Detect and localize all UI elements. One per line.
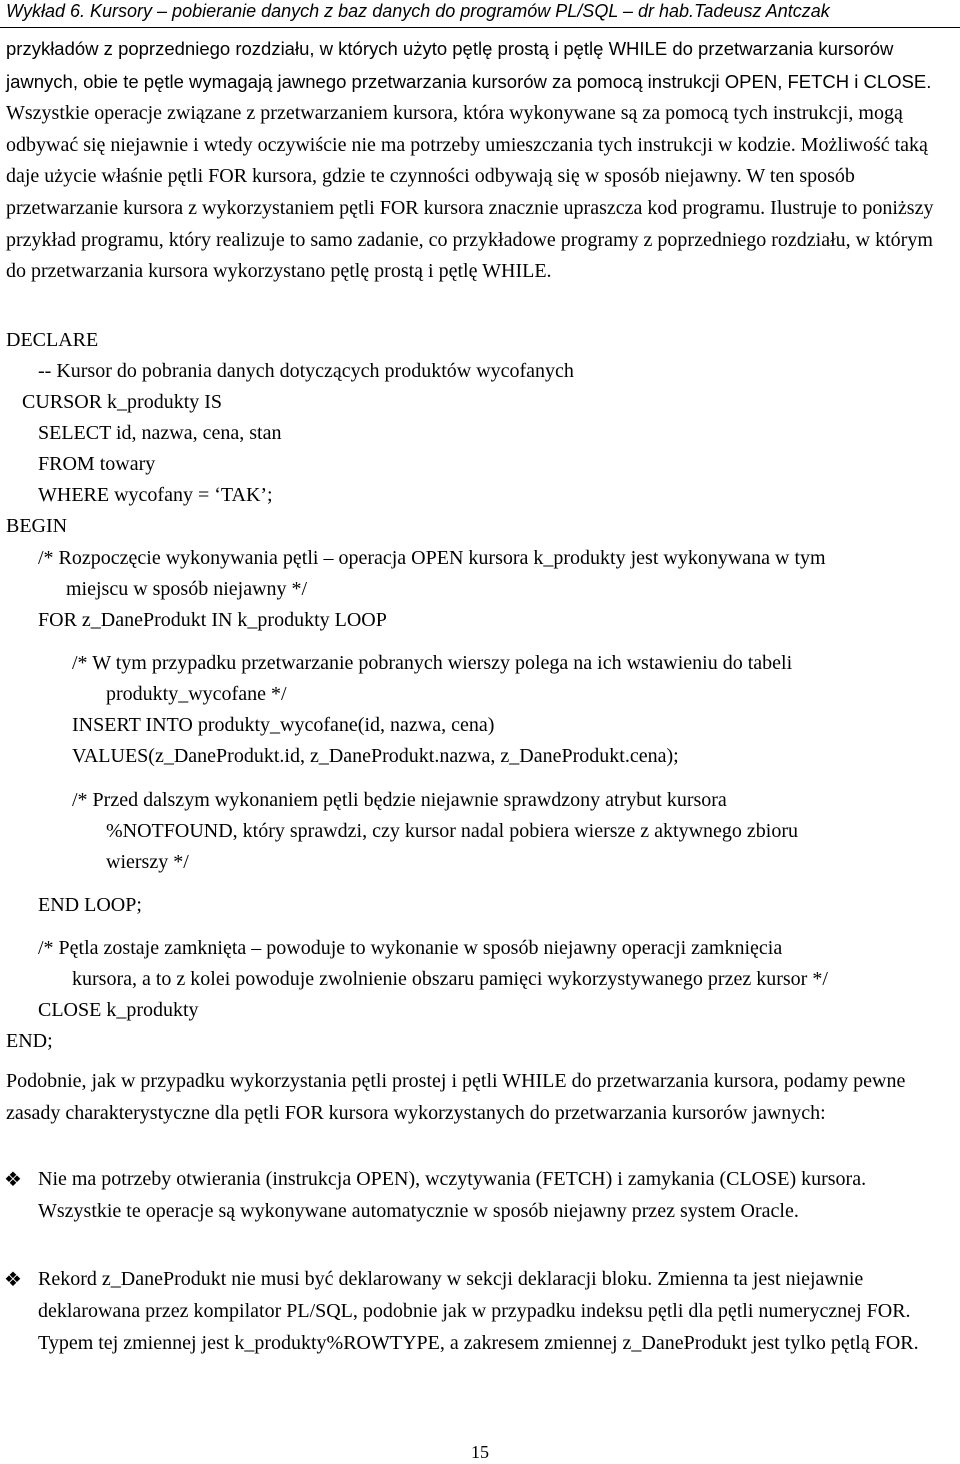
page-number: 15 — [471, 1442, 489, 1462]
code-line: END LOOP; — [38, 894, 142, 916]
code-line: INSERT INTO produkty_wycofane(id, nazwa, cena) — [72, 714, 495, 736]
code-line: produkty_wycofane */ — [106, 683, 287, 705]
intro-text-1: przykładów z poprzedniego rozdziału, w których użyto pętlę prostą i pętlę WHILE do przetwarzania kursorów jawnych, obie te pętle wymagają jawnego przetwarzania kursorów za pomocą instrukcji OPEN, FETCH i CLOSE. — [6, 38, 932, 92]
code-line: wierszy */ — [106, 851, 189, 873]
diamond-bullet-icon: ❖ — [4, 1167, 22, 1191]
code-line: WHERE wycofany = ‘TAK’; — [38, 484, 273, 506]
code-line: VALUES(z_DaneProdukt.id, z_DaneProdukt.nazwa, z_DaneProdukt.cena); — [72, 745, 679, 767]
code-line: SELECT id, nazwa, cena, stan — [38, 422, 282, 444]
code-line: kursora, a to z kolei powoduje zwolnienie obszaru pamięci wykorzystywanego przez kursor */ — [72, 968, 828, 990]
code-line: DECLARE — [6, 329, 99, 351]
code-line: CLOSE k_produkty — [38, 999, 199, 1021]
bullet-item: Nie ma potrzeby otwierania (instrukcja OPEN), wczytywania (FETCH) i zamykania (CLOSE) kursora. Wszystkie te operacje są wykonywane automatycznie w sposób niejawny przez system Oracle. — [38, 1168, 867, 1222]
outro-paragraph: Podobnie, jak w przypadku wykorzystania pętli prostej i pętli WHILE do przetwarzania kursora, podamy pewne zasady charakterystyczne dla pętli FOR kursora wykorzystanych do przetwarzania kursorów jawnych: — [6, 1070, 906, 1124]
code-line: /* Pętla zostaje zamknięta – powoduje to wykonanie w sposób niejawny operacji zamknięcia — [38, 937, 783, 959]
code-line: /* W tym przypadku przetwarzanie pobranych wierszy polega na ich wstawieniu do tabeli — [72, 652, 793, 674]
intro-paragraph — [6, 33, 954, 288]
code-line: miejscu w sposób niejawny */ — [66, 578, 308, 600]
intro-text-3: Możliwość taką daje użycie właśnie pętli FOR kursora, gdzie te czynności odbywają się w sposób niejawny. — [6, 133, 928, 188]
code-line: -- Kursor do pobrania danych dotyczących produktów wycofanych — [38, 360, 574, 382]
intro-text-5: Ilustruje to poniższy przykład programu, który realizuje to samo zadanie, co przykładowe programy z poprzedniego rozdziału, w którym do przetwarzania kursora wykorzystano pętlę prostą i pętlę WHILE. — [6, 196, 934, 283]
diamond-bullet-icon: ❖ — [4, 1267, 22, 1291]
code-line: BEGIN — [6, 515, 68, 537]
code-line: FOR z_DaneProdukt IN k_produkty LOOP — [38, 609, 387, 631]
code-line: END; — [6, 1030, 53, 1052]
code-line: %NOTFOUND, który sprawdzi, czy kursor nadal pobiera wiersze z aktywnego zbioru — [106, 820, 799, 842]
header-divider — [0, 27, 960, 28]
intro-text-4: W ten sposób przetwarzanie kursora z wykorzystaniem pętli FOR kursora znacznie upraszcza kod programu. — [6, 165, 855, 219]
intro-text-2: Wszystkie operacje związane z przetwarzaniem kursora, która wykonywane są za pomocą tych instrukcji, mogą odbywać się niejawnie i wtedy oczywiście nie ma potrzeby umieszczania tych instrukcji w kodzie. — [6, 102, 903, 156]
code-line: /* Rozpoczęcie wykonywania pętli – operacja OPEN kursora k_produkty jest wykonywana w tym — [38, 547, 826, 569]
bullet-item: Rekord z_DaneProdukt nie musi być deklarowany w sekcji deklaracji bloku. Zmienna ta jest niejawnie deklarowana przez kompilator PL/SQL, podobnie jak w przypadku indeksu pętli dla pętli numerycznej FOR. Typem tej zmiennej jest k_produkty%ROWTYPE, a zakresem zmiennej z_DaneProdukt jest tylko pętlą FOR. — [38, 1268, 919, 1354]
running-header: Wykład 6. Kursory – pobieranie danych z baz danych do programów PL/SQL – dr hab.Tadeusz Antczak — [6, 1, 830, 21]
code-line: FROM towary — [38, 453, 156, 475]
code-line: CURSOR k_produkty IS — [22, 391, 223, 413]
code-line: /* Przed dalszym wykonaniem pętli będzie niejawnie sprawdzony atrybut kursora — [72, 789, 727, 811]
